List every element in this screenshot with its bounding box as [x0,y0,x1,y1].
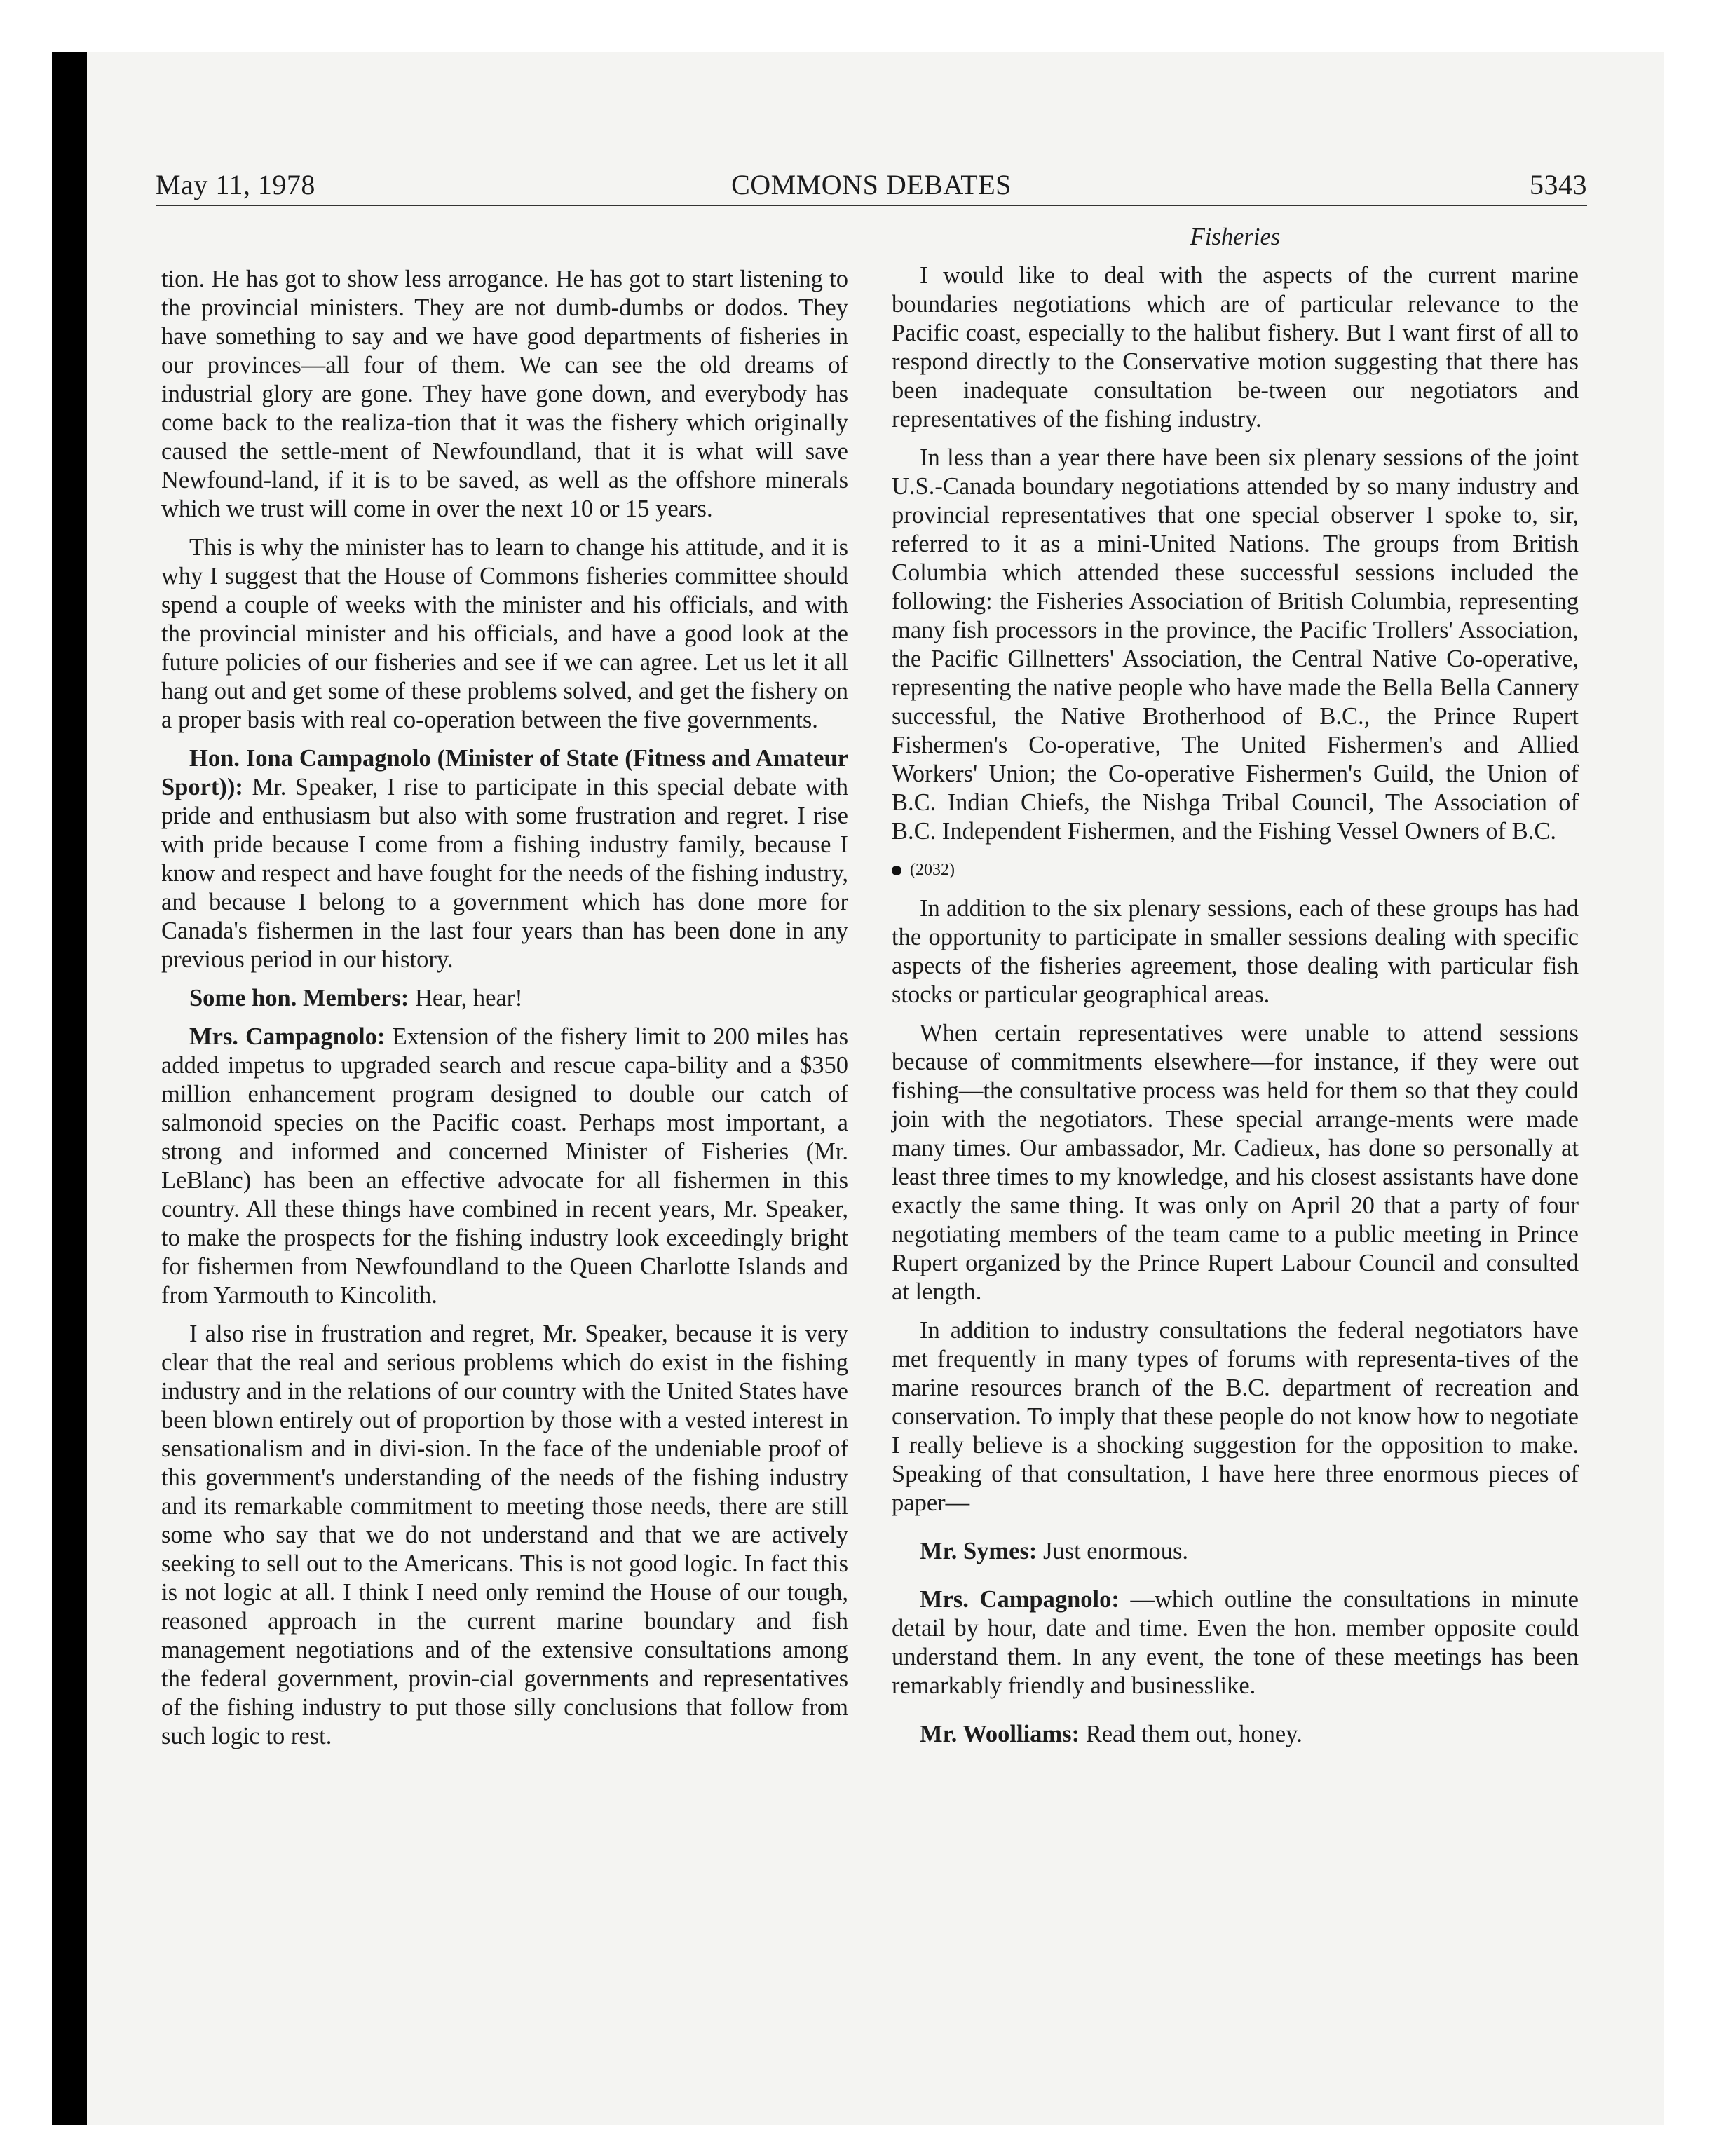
speech-text: Just enormous. [1037,1538,1188,1564]
bullet-icon [892,866,901,875]
paragraph: I would like to deal with the aspects of the current marine boundaries negotiations which are of particular relevance to the Pacific coast, especially to the halibut fishery. But I want first of all to respond directly to the Conservative motion suggesting that there has been inadequate consultation be-tween our negotiators and representatives of the fishing industry. [892,262,1579,432]
paragraph: In addition to the six plenary sessions, each of these groups has had the opportunity to participate in smaller sessions dealing with specific aspects of the fisheries agreement, those dealing with particular fish stocks or particular geographical areas. [892,895,1579,1008]
speech-paragraph [892,1720,1579,1749]
header-rule [156,205,1587,206]
paragraph: tion. He has got to show less arrogance. He has got to start listening to the provincial ministers. They are not dumb-dumbs or dodos. They have something to say and we have good departments of fisheries in our provinces—all four of them. We can see the old dreams of industrial glory are gone. They have gone down, and everybody has come back to the realiza-tion that it was the fishery which originally caused the settle-ment of Newfoundland, that it is what will save Newfound-land, if it is to be saved, as well as the offshore minerals which we trust will come in over the next 10 or 15 years. [161,266,848,522]
speaker-name: Mr. Symes: [920,1538,1037,1564]
speech-text: Mr. Speaker, I rise to participate in this special debate with pride and enthusiasm but also with some frustration and regret. I rise with pride because I come from a fishing industry family, because I know and respect and have fought for the needs of the fishing industry, and because I belong to a government which has done more for Canada's fishermen in the last four years than has been done in any previous period in our history. [161,774,848,973]
paragraph: When certain representatives were unable to attend sessions because of commitments elsewhere—for instance, if they were out fishing—the consultative process was held for them so that they could join with the negotiators. These special arrange-ments were made many times. Our ambassador, Mr. Cadieux, has done so personally at least three times to my knowledge, and his closest assistants have done exactly the same thing. It was only on April 20 that a party of four negotiating members of the team came to a public meeting in Prince Rupert organized by the Prince Rupert Labour Council and consulted at length. [892,1020,1579,1305]
speech-text: —which outline the consultations in minute detail by hour, date and time. Even the hon. member opposite could understand them. In any event, the tone of these meetings has been remarkably friendly and businesslike. [892,1586,1579,1699]
speaker-name: Mrs. Campagnolo: [920,1586,1120,1613]
speech-text: Read them out, honey. [1080,1721,1302,1747]
paragraph: In less than a year there have been six plenary sessions of the joint U.S.-Canada boundary negotiations attended by so many industry and provincial representatives that one special observer I spoke to, sir, referred to it as a mini-United Nations. The groups from British Columbia which attended these successful sessions included the following: the Fisheries Association of British Columbia, representing many fish processors in the province, the Pacific Trollers' Association, the Pacific Gillnetters' Association, the Central Native Co-operative, representing the native people who have made the Bella Bella Cannery successful, the Native Brotherhood of B.C., the Prince Rupert Fishermen's Co-operative, The United Fishermen's and Allied Workers' Union; the Co-operative Fishermen's Guild, the Union of B.C. Indian Chiefs, the Nishga Tribal Council, The Association of B.C. Independent Fishermen, and the Fishing Vessel Owners of B.C. [892,444,1579,845]
speaker-name: Hon. Iona Campagnolo (Minister of State (Fitness and Amateur Sport)): [161,745,848,800]
speech-paragraph [161,744,848,974]
speech-paragraph [892,1585,1579,1700]
speaker-name: Mr. Woolliams: [920,1721,1080,1747]
speech-paragraph [161,984,848,1013]
scan-edge-bar [52,52,87,2125]
time-marker [892,856,1579,885]
speech-text: Hear, hear! [409,985,523,1011]
right-column [892,223,1579,1759]
paragraph: In addition to industry consultations the federal negotiators have met frequently in many types of forums with representa-tives of the marine resources branch of the B.C. department of recreation and conservation. To imply that these people do not know how to negotiate I really believe is a shocking suggestion for the opposition to make. Speaking of that consultation, I have here three enormous pieces of paper— [892,1317,1579,1516]
left-column [161,265,848,1761]
speaker-name: Mrs. Campagnolo: [189,1023,386,1050]
speech-paragraph [161,1023,848,1310]
speaker-name: Some hon. Members: [189,985,409,1011]
section-title: Fisheries [1190,224,1281,250]
paragraph: This is why the minister has to learn to change his attitude, and it is why I suggest that the House of Commons fisheries committee should spend a couple of weeks with the minister and his officials, and with the provincial minister and his officials, and have a good look at the future policies of our fisheries and see if we can agree. Let us let it all hang out and get some of these problems solved, and get the fishery on a proper basis with real co-operation between the five governments. [161,534,848,733]
page-number: 5343 [1530,169,1587,200]
header-title: COMMONS DEBATES [731,169,1012,200]
speech-text: Extension of the fishery limit to 200 miles has added impetus to upgraded search and rescue capa-bility and a $350 million enhancement program designed to double our catch of salmonoid species on the Pacific coast. Perhaps most important, a strong and informed and concerned Minister of Fisheries (Mr. LeBlanc) has been an effective advocate for all fishermen in this country. All these things have combined in recent years, Mr. Speaker, to make the prospects for the fishing industry look exceedingly bright for fishermen from Newfoundland to the Queen Charlotte Islands and from Yarmouth to Kincolith. [161,1023,848,1309]
header-date: May 11, 1978 [156,169,315,200]
page-header [156,168,1587,207]
paragraph: I also rise in frustration and regret, Mr. Speaker, because it is very clear that the real and serious problems which do exist in the fishing industry and in the relations of our country with the United States have been blown entirely out of proportion by those with a vested interest in sensationalism and in divi-sion. In the face of the undeniable proof of this government's understanding of the needs of the fishing industry and its remarkable commitment to meeting those needs, there are still some who say that we do not understand and that we are actively seeking to sell out to the Americans. This is not good logic. In fact this is not logic at all. I think I need only remind the House of our tough, reasoned approach in the current marine boundary and fish management negotiations and of the extensive consultations among the federal government, provin-cial governments and representatives of the fishing industry to put those silly conclusions that follow from such logic to rest. [161,1321,848,1749]
speech-paragraph [892,1537,1579,1566]
time-marker-label: (2032) [910,861,955,879]
